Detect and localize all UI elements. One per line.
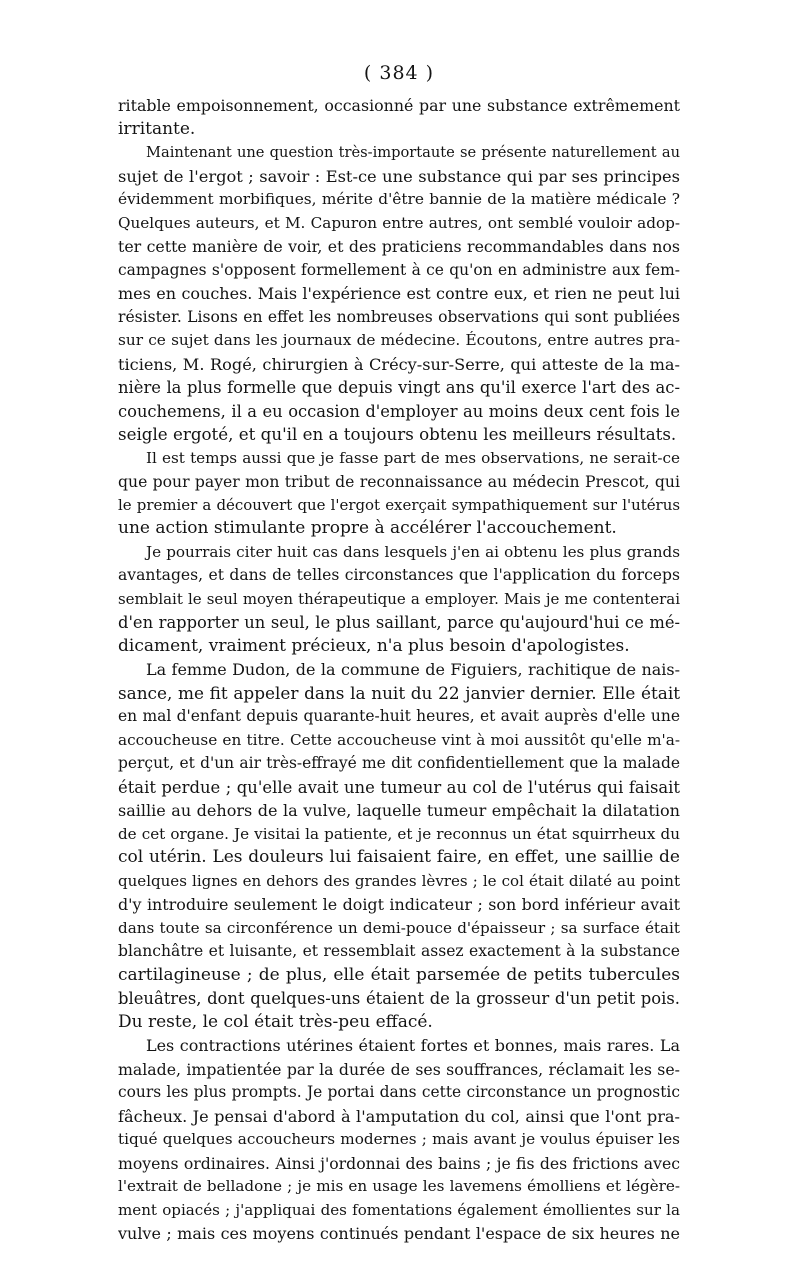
text-line: de cet organe. Je visitai la patiente, et je reconnus un état squirrheux du	[118, 824, 680, 843]
text-line: bleuâtres, dont quelques-uns étaient de la grosseur d'un petit pois.	[118, 989, 680, 1008]
text-line: Il est temps aussi que je fasse part de mes observations, ne serait-ce	[146, 448, 680, 467]
text-line: col utérin. Les douleurs lui faisaient faire, en effet, une saillie de	[118, 847, 680, 867]
text-line: mes en couches. Mais l'expérience est contre eux, et rien ne peut lui	[118, 284, 680, 303]
text-line: ter cette manière de voir, et des praticiens recommandables dans nos	[118, 237, 680, 256]
text-line: cours les plus prompts. Je portai dans cette circonstance un prognostic	[118, 1083, 680, 1101]
text-line: quelques lignes en dehors des grandes lèvres ; le col était dilaté au point	[118, 871, 680, 890]
book-page	[118, 62, 680, 1246]
text-line: le premier a découvert que l'ergot exerçait sympathiquement sur l'utérus	[118, 495, 680, 514]
text-line: d'en rapporter un seul, le plus saillant, parce qu'aujourd'hui ce mé-	[118, 613, 680, 632]
text-line: seigle ergoté, et qu'il en a toujours obtenu les meilleurs résultats.	[118, 424, 677, 444]
text-line: perçut, et d'un air très-effrayé me dit confidentiellement que la malade	[118, 754, 680, 772]
text-line: ritable empoisonnement, occasionné par une substance extrêmement	[118, 96, 680, 115]
text-line: irritante.	[118, 118, 196, 139]
text-line: semblait le seul moyen thérapeutique a employer. Mais je me contenterai	[118, 589, 680, 608]
text-line: dans toute sa circonférence un demi-pouce d'épaisseur ; sa surface était	[118, 918, 680, 937]
text-line: cartilagineuse ; de plus, elle était parsemée de petits tubercules	[118, 964, 680, 985]
text-line: Quelques auteurs, et M. Capuron entre autres, ont semblé vouloir adop-	[118, 213, 680, 232]
text-line: ticiens, M. Rogé, chirurgien à Crécy-sur-Serre, qui atteste de la ma-	[118, 354, 680, 374]
text-line: malade, impatientée par la durée de ses souffrances, réclamait les se-	[118, 1059, 680, 1079]
text-line: La femme Dudon, de la commune de Figuiers, rachitique de nais-	[146, 660, 680, 679]
text-line: campagnes s'opposent formellement à ce qu'on en administre aux fem-	[118, 260, 680, 279]
text-line: dicament, vraiment précieux, n'a plus besoin d'apologistes.	[118, 635, 630, 656]
body-text	[118, 94, 680, 1246]
text-line: tiqué quelques accoucheurs modernes ; mais avant je voulus épuiser les	[118, 1130, 680, 1148]
text-line: résister. Lisons en effet les nombreuses observations qui sont publiées	[118, 307, 680, 326]
text-line: fâcheux. Je pensai d'abord à l'amputation du col, ainsi que l'ont pra-	[118, 1106, 680, 1126]
text-line: sujet de l'ergot ; savoir : Est-ce une substance qui par ses principes	[118, 166, 680, 186]
text-line: d'y introduire seulement le doigt indicateur ; son bord inférieur avait	[118, 895, 680, 914]
text-line: évidemment morbifiques, mérite d'être bannie de la matière médicale ?	[118, 190, 680, 208]
text-line: saillie au dehors de la vulve, laquelle tumeur empêchait la dilatation	[118, 801, 680, 820]
text-line: sur ce sujet dans les journaux de médecine. Écoutons, entre autres pra-	[118, 331, 680, 349]
text-line: nière la plus formelle que depuis vingt ans qu'il exerce l'art des ac-	[118, 378, 680, 397]
text-line: était perdue ; qu'elle avait une tumeur au col de l'utérus qui faisait	[118, 777, 680, 797]
text-line: Maintenant une question très-importaute se présente naturellement au	[146, 144, 680, 161]
text-line: en mal d'enfant depuis quarante-huit heures, et avait auprès d'elle une	[118, 707, 680, 725]
text-line: Je pourrais citer huit cas dans lesquels j'en ai obtenu les plus grands	[146, 542, 680, 561]
text-line: ment opiacés ; j'appliquai des fomentations également émollientes sur la	[118, 1200, 680, 1219]
text-line: une action stimulante propre à accélérer l'accouchement.	[118, 518, 617, 538]
text-line: Les contractions utérines étaient fortes et bonnes, mais rares. La	[146, 1036, 680, 1055]
text-line: avantages, et dans de telles circonstances que l'application du forceps	[118, 566, 680, 584]
page-number: ( 384 )	[363, 62, 435, 84]
text-line: que pour payer mon tribut de reconnaissance au médecin Prescot, qui	[118, 472, 680, 491]
text-line: l'extrait de belladone ; je mis en usage les lavemens émolliens et légère-	[118, 1177, 680, 1195]
text-line: couchemens, il a eu occasion d'employer au moins deux cent fois le	[118, 401, 680, 421]
text-line: blanchâtre et luisante, et ressemblait assez exactement à la substance	[118, 942, 680, 960]
text-line: Du reste, le col était très-peu effacé.	[118, 1011, 433, 1032]
text-line: moyens ordinaires. Ainsi j'ordonnai des bains ; je fis des frictions avec	[118, 1153, 680, 1173]
text-line: vulve ; mais ces moyens continués pendant l'espace de six heures ne	[118, 1224, 680, 1243]
text-line: accoucheuse en titre. Cette accoucheuse vint à moi aussitôt qu'elle m'a-	[118, 730, 680, 749]
text-line: sance, me fit appeler dans la nuit du 22 janvier dernier. Elle était	[118, 682, 680, 703]
